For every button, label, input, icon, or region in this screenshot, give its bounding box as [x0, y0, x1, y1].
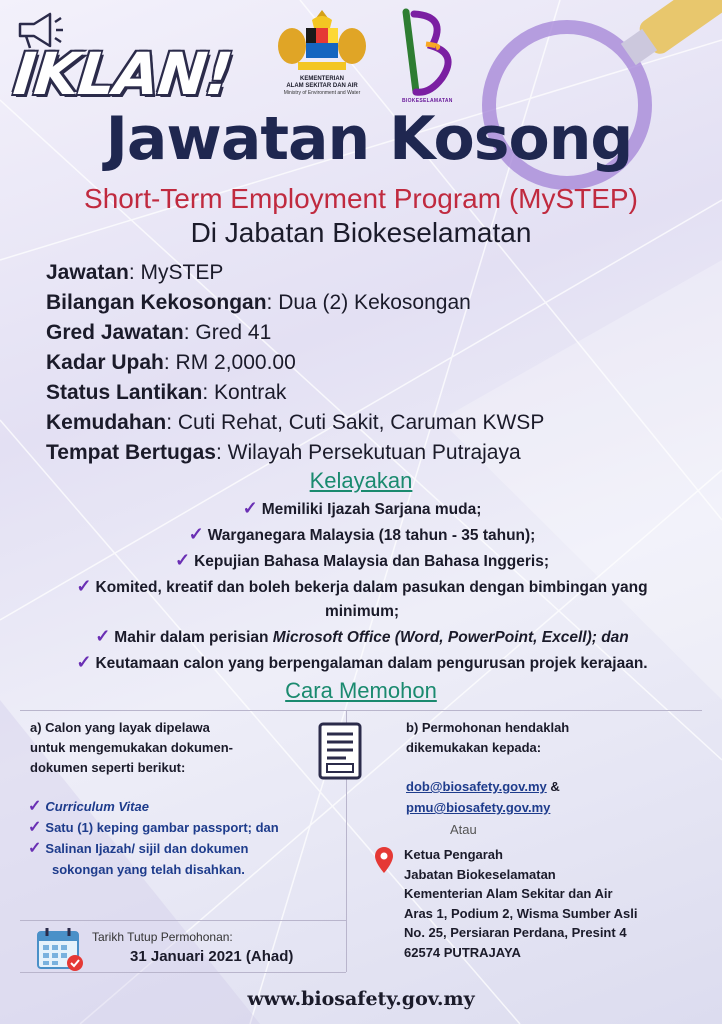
detail-label: Jawatan — [46, 261, 129, 284]
check-icon: ✓ — [28, 840, 42, 857]
or-text: Atau — [450, 822, 477, 837]
malaysia-crest-logo — [272, 8, 372, 78]
iklan-heading: IKLAN! — [10, 40, 235, 108]
ministry-line2: ALAM SEKITAR DAN AIR — [286, 83, 358, 89]
divider — [20, 710, 702, 711]
address-line: Ketua Pengarah — [404, 847, 503, 862]
kelayakan-list — [8, 496, 716, 676]
detail-row: Kemudahan: Cuti Rehat, Cuti Sakit, Caruman KWSP — [46, 411, 545, 434]
calendar-icon — [36, 926, 84, 972]
detail-row: Jawatan: MySTEP — [46, 261, 224, 284]
department-subtitle: Di Jabatan Biokeselamatan — [190, 217, 532, 248]
check-icon: ✓ — [95, 626, 111, 646]
divider — [20, 920, 346, 921]
submit-instructions — [406, 718, 706, 758]
email-contacts — [406, 776, 706, 818]
biokeselamatan-logo-text: BIOKESELAMATAN — [402, 98, 453, 104]
apply-instructions — [30, 718, 300, 778]
biokeselamatan-logo — [386, 8, 466, 98]
list-item — [28, 796, 328, 817]
detail-label: Tempat Bertugas — [46, 441, 216, 464]
check-icon: ✓ — [76, 652, 92, 672]
list-item — [8, 548, 716, 574]
job-details — [46, 258, 706, 468]
list-item — [8, 624, 716, 650]
ministry-line1: KEMENTERIAN — [299, 76, 344, 82]
check-icon: ✓ — [242, 498, 258, 518]
ministry-line3: Ministry of Environment and Water — [283, 90, 361, 96]
list-item-text: Kepujian Bahasa Malaysia dan Bahasa Inggeris; — [194, 553, 549, 570]
list-item-text: Satu (1) keping gambar passport; dan — [45, 820, 279, 835]
website-link[interactable]: www.biosafety.gov.my — [247, 988, 475, 1010]
mailing-address — [404, 845, 704, 962]
detail-value: Gred 41 — [195, 321, 272, 344]
instruction-line: dokumen seperti berikut: — [30, 760, 186, 775]
instruction-line: a) Calon yang layak dipelawa — [30, 720, 210, 735]
list-item — [8, 496, 716, 522]
address-line: 62574 PUTRAJAYA — [404, 944, 521, 960]
list-item-text: Curriculum Vitae — [45, 799, 149, 814]
address-line: Aras 1, Podium 2, Wisma Sumber Asli — [404, 905, 638, 921]
detail-value: Wilayah Persekutuan Putrajaya — [227, 441, 521, 464]
detail-value: MySTEP — [140, 261, 224, 284]
kelayakan-heading: Kelayakan — [309, 468, 413, 493]
detail-value: Cuti Rehat, Cuti Sakit, Caruman KWSP — [177, 411, 545, 434]
program-subtitle: Short-Term Employment Program (MySTEP) — [84, 183, 638, 214]
list-item-text: Mahir dalam perisian — [114, 629, 273, 646]
list-item — [8, 522, 716, 548]
detail-label: Bilangan Kekosongan — [46, 291, 267, 314]
detail-row: Tempat Bertugas: Wilayah Persekutuan Putrajaya — [46, 441, 521, 464]
list-item-text: Salinan Ijazah/ sijil dan dokumen — [45, 841, 249, 856]
closing-date-label: Tarikh Tutup Permohonan: — [92, 930, 233, 944]
detail-value: Dua (2) Kekosongan — [278, 291, 471, 314]
email-link-dob[interactable]: dob@biosafety.gov.my — [406, 779, 547, 794]
check-icon: ✓ — [175, 550, 191, 570]
detail-label: Kemudahan — [46, 411, 167, 434]
instruction-line: untuk mengemukakan dokumen- — [30, 740, 233, 755]
detail-value: RM 2,000.00 — [175, 351, 296, 374]
detail-row: Bilangan Kekosongan: Dua (2) Kekosongan — [46, 291, 471, 314]
check-icon: ✓ — [28, 798, 42, 815]
email-separator: & — [550, 779, 560, 794]
divider — [20, 972, 346, 973]
check-icon: ✓ — [28, 819, 42, 836]
detail-row: Gred Jawatan: Gred 41 — [46, 321, 272, 344]
list-item — [28, 817, 328, 838]
list-item — [8, 650, 716, 676]
location-pin-icon — [374, 846, 394, 874]
ministry-name — [262, 76, 382, 96]
list-item-continuation: sokongan yang telah disahkan. — [52, 862, 245, 877]
address-line: Jabatan Biokeselamatan — [404, 866, 556, 882]
email-link-pmu[interactable]: pmu@biosafety.gov.my — [406, 800, 551, 815]
document-icon — [316, 720, 366, 782]
detail-row: Kadar Upah: RM 2,000.00 — [46, 351, 296, 374]
detail-label: Kadar Upah — [46, 351, 164, 374]
address-line: No. 25, Persiaran Perdana, Presint 4 — [404, 925, 627, 940]
closing-date: 31 Januari 2021 (Ahad) — [130, 948, 294, 965]
list-item — [28, 838, 328, 859]
page-title: Jawatan Kosong — [105, 104, 633, 174]
check-icon: ✓ — [76, 576, 92, 596]
list-item — [8, 574, 716, 600]
detail-row: Status Lantikan: Kontrak — [46, 381, 287, 404]
document-requirements — [28, 796, 328, 880]
detail-value: Kontrak — [214, 381, 287, 404]
address-line: Kementerian Alam Sekitar dan Air — [404, 886, 613, 901]
instruction-line: b) Permohonan hendaklah — [406, 720, 570, 735]
check-icon: ✓ — [188, 524, 204, 544]
detail-label: Gred Jawatan — [46, 321, 184, 344]
detail-label: Status Lantikan — [46, 381, 203, 404]
instruction-line: dikemukakan kepada: — [406, 740, 542, 755]
list-item-text-italic: Microsoft Office (Word, PowerPoint, Excell); dan — [272, 629, 629, 646]
list-item-text: Komited, kreatif dan boleh bekerja dalam pasukan dengan bimbingan yang — [95, 579, 648, 596]
list-item-text: Memiliki Ijazah Sarjana muda; — [261, 501, 482, 518]
list-item-text: Keutamaan calon yang berpengalaman dalam pengurusan projek kerajaan. — [95, 655, 648, 672]
list-item-text: Warganegara Malaysia (18 tahun - 35 tahun); — [207, 527, 536, 544]
cara-memohon-heading: Cara Memohon — [285, 678, 437, 703]
list-item-continuation: minimum; — [324, 603, 400, 620]
